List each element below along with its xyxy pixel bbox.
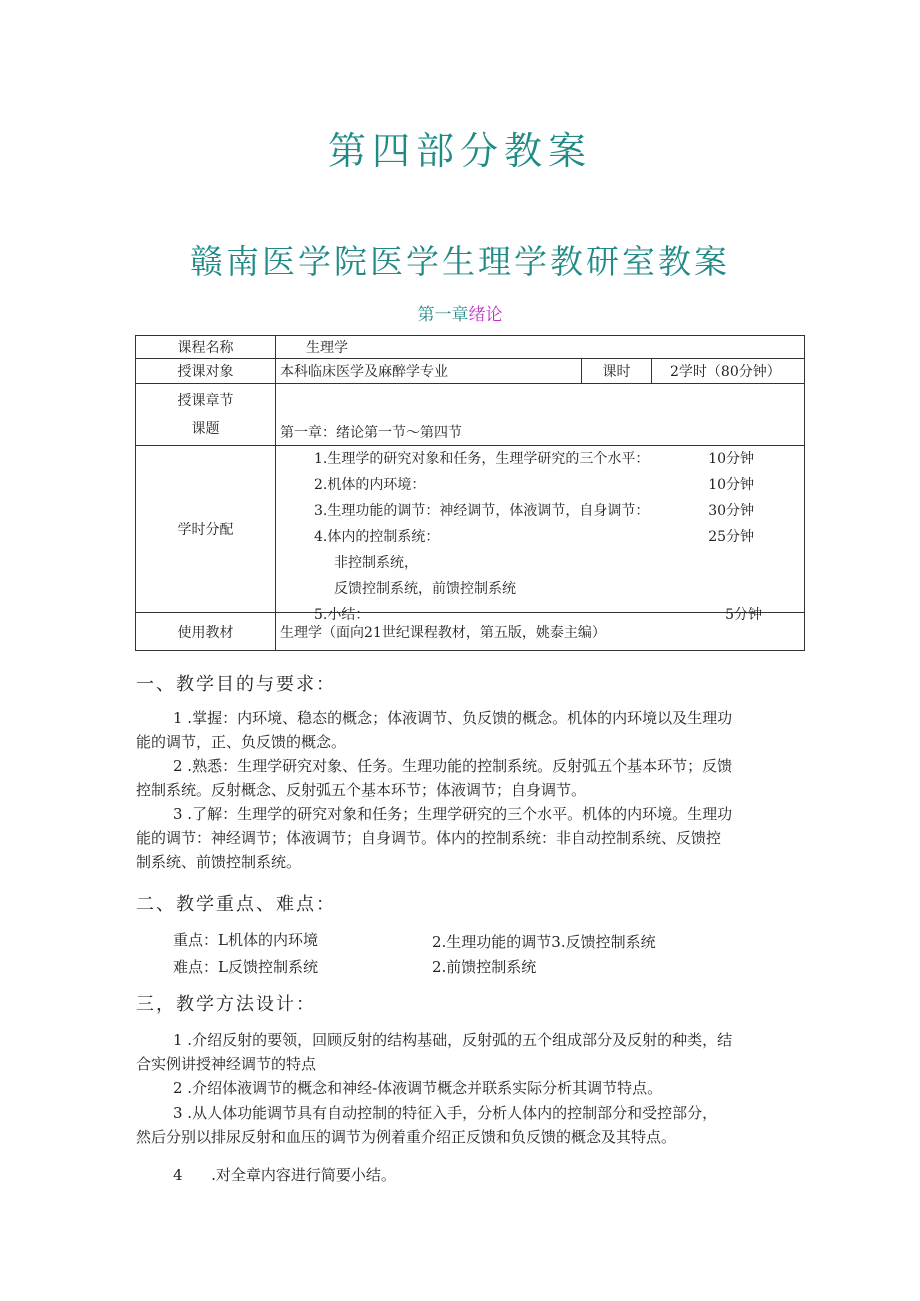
alloc-item: 5.小结： 5分钟 [314,607,763,623]
s1-line: 1 .掌握：内环境、稳态的概念；体液调节、负反馈的概念。机体的内环境以及生理功 [173,709,733,727]
hours-label: 课时 [582,359,652,384]
alloc-item: 反馈控制系统，前馈控制系统 [334,581,516,597]
course-label: 课程名称 [136,336,276,359]
textbook-value: 生理学（面向21世纪课程教材，第五版，姚泰主编） [276,613,805,651]
chapter-prefix: 第一章 [417,305,469,325]
alloc-item: 4.体内的控制系统： 25分钟 [314,529,755,545]
alloc-item: 1.生理学的研究对象和任务，生理学研究的三个水平： 10分钟 [314,451,755,467]
section2-heading: 二、教学重点、难点： [136,894,336,915]
s1-line: 能的调节：神经调节；体液调节；自身调节。体内的控制系统：非自动控制系统、反馈控 [136,829,722,847]
difficult-points-left: 难点：L反馈控制系统 [173,958,318,976]
alloc-item: 2.机体的内环境： 10分钟 [314,477,755,493]
section1-heading: 一、教学目的与要求： [136,674,336,695]
main-title: 第四部分教案 [327,129,592,173]
alloc-list [276,446,804,623]
key-points-right: 2.生理功能的调节3.反馈控制系统 [432,933,656,951]
section-label: 授课章节 [177,392,234,409]
alloc-item: 非控制系统， [334,555,418,571]
chapter-name: 绪论 [468,305,503,325]
section3-heading: 三，教学方法设计： [136,994,316,1015]
s3-line: 4 .对全章内容进行简要小结。 [173,1166,396,1184]
difficult-points-right: 2.前馈控制系统 [432,958,537,976]
target-label: 授课对象 [136,359,276,384]
s1-line: 能的调节，正、负反馈的概念。 [136,733,347,751]
topic-label: 课题 [191,420,220,437]
section-topic-label [136,384,276,446]
sub-title: 赣南医学院医学生理学教研室教案 [190,242,730,281]
hours-value: 2学时（80分钟） [652,359,805,384]
alloc-label: 学时分配 [136,446,276,613]
chapter-title [0,300,920,325]
s3-line: 2 .介绍体液调节的概念和神经-体液调节概念并联系实际分析其调节特点。 [173,1079,663,1097]
s1-line: 控制系统。反射概念、反射弧五个基本环节；体液调节；自身调节。 [136,781,587,799]
s1-line: 2 .熟悉：生理学研究对象、任务。生理功能的控制系统。反射弧五个基本环节；反馈 [173,757,733,775]
textbook-label: 使用教材 [136,613,276,651]
target-value: 本科临床医学及麻醉学专业 [276,359,582,384]
s3-line: 1 .介绍反射的要领，回顾反射的结构基础，反射弧的五个组成部分及反射的种类，结 [173,1031,733,1049]
key-points-left: 重点：L机体的内环境 [173,931,318,949]
s1-line: 3 .了解：生理学的研究对象和任务；生理学研究的三个水平。机体的内环境。生理功 [173,805,733,823]
course-info-table [135,335,805,651]
s3-line: 3 .从人体功能调节具有自动控制的特征入手，分析人体内的控制部分和受控部分， [173,1104,718,1122]
s3-line: 然后分别以排尿反射和血压的调节为例着重介绍正反馈和负反馈的概念及其特点。 [136,1128,677,1146]
course-value: 生理学 [276,336,805,359]
alloc-cell [276,446,805,623]
s3-line: 合实例讲授神经调节的特点 [136,1055,317,1073]
alloc-item: 3.生理功能的调节：神经调节，体液调节，自身调节： 30分钟 [314,503,755,519]
topic-value: 第一章：绪论第一节～第四节 [276,384,805,446]
s1-line: 制系统、前馈控制系统。 [136,853,302,871]
